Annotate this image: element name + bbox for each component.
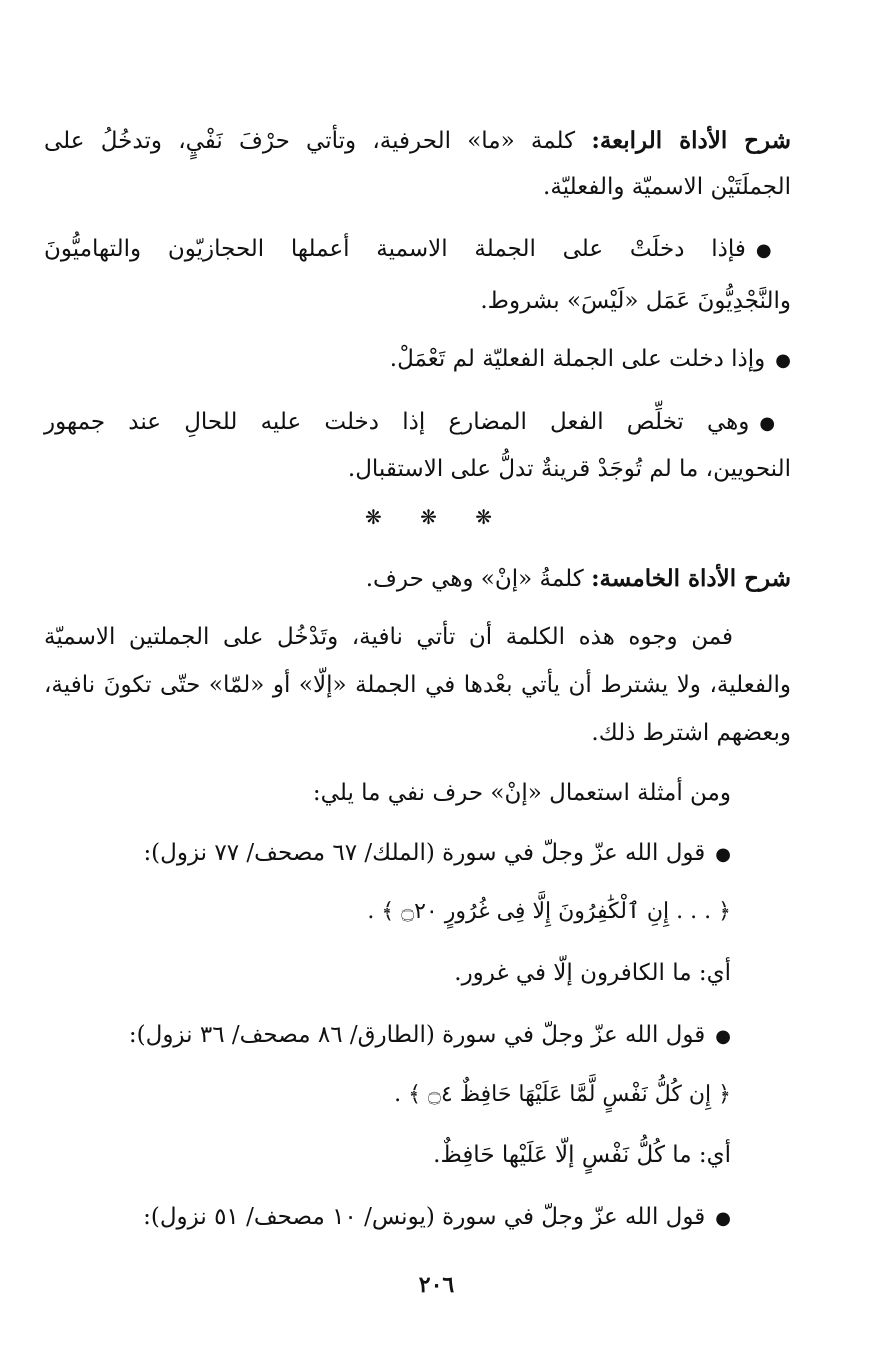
example1-verse: ﴿ . . . إِنِ ٱلْكَٰفِرُونَ إِلَّا فِى غُرُورٍ ۝٢٠ ﴾ . <box>367 899 731 924</box>
bullet1-line1 <box>44 232 791 268</box>
bullet-icon: ● <box>775 350 791 371</box>
para-line2: والفعلية، ولا يشترط أن يأتي بعْدها في الجملة «إلّا» أو «لمّا» حتّى تكونَ نافية، <box>44 672 791 698</box>
bullet-icon: ● <box>715 1208 731 1229</box>
example3-ref-text: قول الله عزّ وجلّ في سورة (يونس/ ١٠ مصحف/ ٥١ نزول): <box>143 1204 706 1230</box>
para-line1: فمن وجوه هذه الكلمة أن تأتي نافية، وتَدْخُل على الجملتين الاسميّة <box>44 624 733 650</box>
example1-ref <box>143 836 731 872</box>
section4-line1 <box>44 124 791 158</box>
bullet3-line2: النحويين، ما لم تُوجَدْ قرينةٌ تدلُّ على الاستقبال. <box>347 456 791 482</box>
section5-title: شرح الأداة الخامسة: <box>591 565 791 592</box>
bullet-icon: ● <box>755 240 791 261</box>
bullet-icon: ● <box>715 844 731 865</box>
bullet1-text: فإذا دخلَتْ على الجملة الاسمية أعملها الحجازيّون والتهاميُّونَ <box>44 236 746 262</box>
example2-explain: أي: ما كُلُّ نَفْسٍ إلّا عَلَيْها حَافِظٌ. <box>433 1142 731 1168</box>
section5-line <box>366 562 791 596</box>
examples-intro: ومن أمثلة استعمال «إنْ» حرف نفي ما يلي: <box>312 780 731 806</box>
bullet-icon: ● <box>759 413 791 434</box>
bullet3-text: وهي تخلِّص الفعل المضارع إذا دخلت عليه للحالِ عند جمهور <box>44 409 750 435</box>
bullet3-line1 <box>44 405 791 441</box>
bullet2-line <box>390 342 791 378</box>
section-separator: ❋ ❋ ❋ <box>365 505 508 529</box>
example2-ref-text: قول الله عزّ وجلّ في سورة (الطارق/ ٨٦ مصحف/ ٣٦ نزول): <box>128 1022 706 1048</box>
example1-explain: أي: ما الكافرون إلّا في غرور. <box>454 960 731 986</box>
section4-line2: الجملَتَيْن الاسميّة والفعليّة. <box>543 174 791 200</box>
para-line3: وبعضهم اشترط ذلك. <box>591 720 791 746</box>
section5-text: كلمةُ «إنْ» وهي حرف. <box>365 566 584 592</box>
example1-ref-text: قول الله عزّ وجلّ في سورة (الملك/ ٦٧ مصحف/ ٧٧ نزول): <box>143 840 706 866</box>
page-number: ٢٠٦ <box>418 1272 455 1298</box>
section4-text: كلمة «ما» الحرفية، وتأتي حرْفَ نَفْيٍ، وتدخُلُ على <box>44 128 576 154</box>
bullet1-line2: والنَّجْدِيُّونَ عَمَل «لَيْسَ» بشروط. <box>480 288 791 314</box>
example2-verse: ﴿ إِن كُلُّ نَفْسٍ لَّمَّا عَلَيْهَا حَافِظٌ ۝٤ ﴾ . <box>394 1082 731 1107</box>
example2-ref <box>129 1018 731 1054</box>
section4-title: شرح الأداة الرابعة: <box>591 127 791 154</box>
bullet-icon: ● <box>715 1026 731 1047</box>
bullet2-text: وإذا دخلت على الجملة الفعليّة لم تَعْمَلْ. <box>389 346 766 372</box>
example3-ref <box>143 1200 731 1236</box>
